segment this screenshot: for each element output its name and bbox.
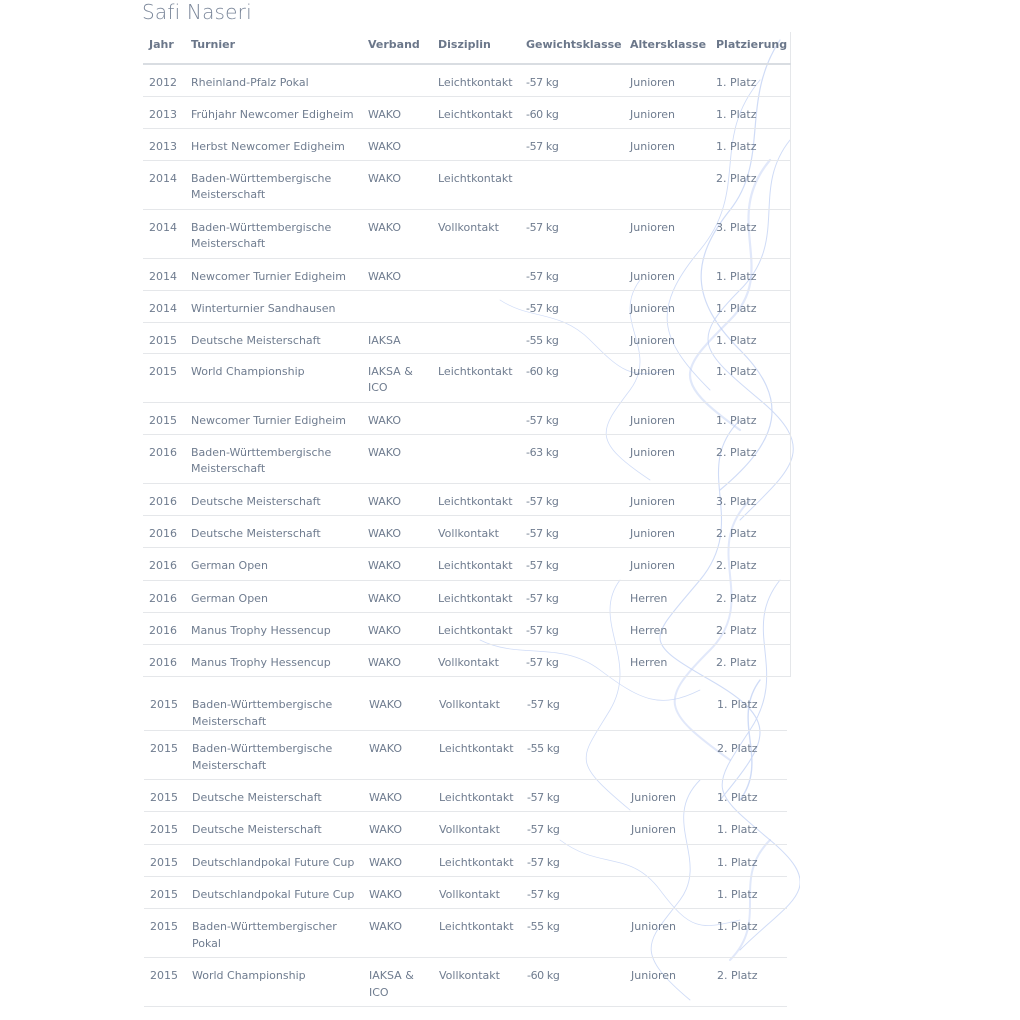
table-row bbox=[143, 322, 790, 353]
cell-turnier: Manus Trophy Hessencup bbox=[185, 612, 362, 644]
cell-turnier: Herbst Newcomer Edigheim bbox=[185, 128, 362, 160]
cell-turnier: Baden-Württembergische Meisterschaft bbox=[185, 160, 362, 209]
cell-jahr: 2016 bbox=[143, 483, 185, 515]
cell-platzierung: 2. Platz bbox=[711, 958, 787, 1007]
cell-platzierung: 2. Platz bbox=[710, 515, 790, 547]
cell-disziplin: Vollkontakt bbox=[433, 958, 521, 1007]
cell-disziplin: Vollkontakt bbox=[433, 877, 521, 909]
cell-turnier: Newcomer Turnier Edigheim bbox=[185, 258, 362, 290]
header-altersklasse: Altersklasse bbox=[624, 32, 710, 64]
cell-turnier: Deutsche Meisterschaft bbox=[185, 322, 362, 353]
cell-jahr: 2015 bbox=[144, 731, 186, 780]
table-row bbox=[143, 580, 790, 612]
cell-turnier: Deutschlandpokal Future Cup bbox=[186, 877, 363, 909]
cell-verband: IAKSA bbox=[362, 322, 432, 353]
table-row bbox=[143, 483, 790, 515]
cell-gewichtsklasse: -57 kg bbox=[520, 128, 624, 160]
cell-jahr: 2016 bbox=[143, 644, 185, 676]
cell-verband: WAKO bbox=[362, 258, 432, 290]
cell-disziplin: Vollkontakt bbox=[433, 812, 521, 845]
cell-altersklasse: Junioren bbox=[625, 780, 711, 812]
cell-jahr: 2014 bbox=[143, 258, 185, 290]
cell-jahr: 2015 bbox=[144, 909, 186, 958]
cell-disziplin: Leichtkontakt bbox=[433, 845, 521, 877]
cell-disziplin bbox=[432, 290, 520, 322]
cell-platzierung: 1. Platz bbox=[710, 402, 790, 434]
table-row bbox=[144, 677, 787, 731]
cell-jahr: 2015 bbox=[144, 845, 186, 877]
cell-turnier: Baden-Württembergische Meisterschaft bbox=[185, 434, 362, 483]
cell-platzierung: 3. Platz bbox=[710, 483, 790, 515]
table-row bbox=[143, 612, 790, 644]
cell-gewichtsklasse: -60 kg bbox=[520, 353, 624, 402]
cell-jahr: 2015 bbox=[143, 353, 185, 402]
cell-verband: WAKO bbox=[362, 434, 432, 483]
cell-verband: WAKO bbox=[363, 845, 433, 877]
cell-disziplin: Leichtkontakt bbox=[432, 580, 520, 612]
cell-gewichtsklasse: -57 kg bbox=[520, 290, 624, 322]
cell-jahr: 2013 bbox=[143, 96, 185, 128]
cell-disziplin: Leichtkontakt bbox=[432, 612, 520, 644]
cell-platzierung: 1. Platz bbox=[711, 780, 787, 812]
cell-gewichtsklasse: -55 kg bbox=[521, 731, 625, 780]
cell-disziplin: Leichtkontakt bbox=[432, 483, 520, 515]
results-table bbox=[143, 32, 791, 677]
cell-gewichtsklasse: -57 kg bbox=[520, 644, 624, 676]
cell-jahr: 2015 bbox=[144, 812, 186, 845]
table-header-row bbox=[143, 32, 790, 64]
cell-verband: IAKSA & ICO bbox=[362, 353, 432, 402]
cell-jahr: 2016 bbox=[143, 434, 185, 483]
cell-verband: WAKO bbox=[363, 877, 433, 909]
cell-disziplin: Leichtkontakt bbox=[432, 547, 520, 580]
cell-platzierung: 1. Platz bbox=[711, 812, 787, 845]
cell-altersklasse: Herren bbox=[624, 580, 710, 612]
header-disziplin: Disziplin bbox=[432, 32, 520, 64]
cell-platzierung: 1. Platz bbox=[710, 64, 790, 96]
header-verband: Verband bbox=[362, 32, 432, 64]
cell-altersklasse: Junioren bbox=[624, 483, 710, 515]
cell-gewichtsklasse: -57 kg bbox=[521, 780, 625, 812]
cell-gewichtsklasse: -57 kg bbox=[520, 547, 624, 580]
table-row bbox=[143, 434, 790, 483]
cell-jahr: 2015 bbox=[144, 877, 186, 909]
cell-turnier: Deutschlandpokal Future Cup bbox=[186, 845, 363, 877]
cell-gewichtsklasse: -57 kg bbox=[520, 209, 624, 258]
cell-altersklasse: Junioren bbox=[624, 64, 710, 96]
cell-platzierung: 2. Platz bbox=[710, 580, 790, 612]
table-row bbox=[144, 909, 787, 958]
page-title: Safi Naseri bbox=[142, 0, 252, 24]
cell-verband: WAKO bbox=[362, 402, 432, 434]
cell-altersklasse: Junioren bbox=[624, 96, 710, 128]
table-row bbox=[143, 290, 790, 322]
cell-disziplin bbox=[432, 402, 520, 434]
cell-altersklasse: Junioren bbox=[624, 322, 710, 353]
cell-jahr: 2015 bbox=[144, 780, 186, 812]
table-row bbox=[143, 258, 790, 290]
cell-turnier: German Open bbox=[185, 580, 362, 612]
results-table-body bbox=[143, 64, 790, 676]
table-row bbox=[143, 644, 790, 676]
header-platzierung: Platzierung bbox=[710, 32, 790, 64]
cell-disziplin bbox=[432, 128, 520, 160]
cell-disziplin: Vollkontakt bbox=[432, 644, 520, 676]
cell-platzierung: 1. Platz bbox=[711, 845, 787, 877]
cell-altersklasse bbox=[625, 731, 711, 780]
cell-disziplin: Vollkontakt bbox=[432, 515, 520, 547]
header-turnier: Turnier bbox=[185, 32, 362, 64]
cell-disziplin: Leichtkontakt bbox=[432, 160, 520, 209]
cell-verband: WAKO bbox=[362, 483, 432, 515]
cell-jahr: 2015 bbox=[143, 402, 185, 434]
table-row bbox=[143, 160, 790, 209]
cell-turnier: World Championship bbox=[186, 958, 363, 1007]
cell-turnier: Baden-Württembergische Meisterschaft bbox=[185, 209, 362, 258]
cell-turnier: German Open bbox=[185, 547, 362, 580]
cell-turnier: Winterturnier Sandhausen bbox=[185, 290, 362, 322]
cell-altersklasse bbox=[625, 877, 711, 909]
cell-disziplin bbox=[432, 434, 520, 483]
cell-platzierung: 2. Platz bbox=[711, 731, 787, 780]
table-row bbox=[144, 845, 787, 877]
cell-jahr: 2015 bbox=[143, 322, 185, 353]
cell-gewichtsklasse: -55 kg bbox=[521, 909, 625, 958]
table-row bbox=[144, 877, 787, 909]
cell-disziplin: Vollkontakt bbox=[433, 677, 521, 731]
cell-altersklasse: Junioren bbox=[624, 209, 710, 258]
cell-platzierung: 1. Platz bbox=[710, 96, 790, 128]
cell-verband bbox=[362, 64, 432, 96]
cell-platzierung: 2. Platz bbox=[710, 547, 790, 580]
cell-platzierung: 2. Platz bbox=[710, 160, 790, 209]
cell-jahr: 2015 bbox=[144, 958, 186, 1007]
cell-verband: WAKO bbox=[362, 644, 432, 676]
cell-platzierung: 2. Platz bbox=[710, 644, 790, 676]
cell-altersklasse: Junioren bbox=[625, 812, 711, 845]
cell-turnier: Baden-Württembergische Meisterschaft bbox=[186, 731, 363, 780]
cell-disziplin: Leichtkontakt bbox=[432, 353, 520, 402]
cell-turnier: Newcomer Turnier Edigheim bbox=[185, 402, 362, 434]
table-row bbox=[143, 96, 790, 128]
table-row bbox=[143, 402, 790, 434]
cell-verband: WAKO bbox=[362, 128, 432, 160]
cell-verband: WAKO bbox=[363, 780, 433, 812]
cell-jahr: 2012 bbox=[143, 64, 185, 96]
cell-verband: WAKO bbox=[362, 96, 432, 128]
cell-gewichtsklasse: -55 kg bbox=[520, 322, 624, 353]
cell-platzierung: 1. Platz bbox=[711, 909, 787, 958]
cell-jahr: 2016 bbox=[143, 547, 185, 580]
cell-disziplin: Leichtkontakt bbox=[432, 64, 520, 96]
cell-altersklasse bbox=[624, 160, 710, 209]
cell-turnier: Manus Trophy Hessencup bbox=[185, 644, 362, 676]
cell-gewichtsklasse: -57 kg bbox=[520, 612, 624, 644]
results-table-2 bbox=[144, 677, 787, 1007]
cell-platzierung: 1. Platz bbox=[711, 677, 787, 731]
cell-turnier: Deutsche Meisterschaft bbox=[185, 483, 362, 515]
results-table-2-body bbox=[144, 677, 787, 1007]
cell-gewichtsklasse: -57 kg bbox=[520, 483, 624, 515]
cell-disziplin: Leichtkontakt bbox=[433, 731, 521, 780]
cell-verband: WAKO bbox=[362, 612, 432, 644]
cell-gewichtsklasse: -57 kg bbox=[520, 580, 624, 612]
cell-verband: WAKO bbox=[362, 209, 432, 258]
cell-disziplin bbox=[432, 322, 520, 353]
cell-platzierung: 1. Platz bbox=[710, 353, 790, 402]
table-row bbox=[143, 353, 790, 402]
cell-jahr: 2016 bbox=[143, 580, 185, 612]
cell-verband: WAKO bbox=[362, 160, 432, 209]
cell-platzierung: 1. Platz bbox=[710, 128, 790, 160]
cell-gewichtsklasse: -60 kg bbox=[520, 96, 624, 128]
cell-verband bbox=[362, 290, 432, 322]
cell-verband: WAKO bbox=[362, 547, 432, 580]
table-row bbox=[143, 64, 790, 96]
cell-disziplin: Leichtkontakt bbox=[433, 909, 521, 958]
cell-turnier: Deutsche Meisterschaft bbox=[186, 780, 363, 812]
cell-jahr: 2013 bbox=[143, 128, 185, 160]
cell-altersklasse: Junioren bbox=[624, 515, 710, 547]
table-row bbox=[143, 209, 790, 258]
cell-jahr: 2014 bbox=[143, 209, 185, 258]
cell-turnier: Rheinland-Pfalz Pokal bbox=[185, 64, 362, 96]
cell-platzierung: 1. Platz bbox=[710, 322, 790, 353]
table-row bbox=[143, 128, 790, 160]
cell-platzierung: 2. Platz bbox=[710, 612, 790, 644]
cell-turnier: World Championship bbox=[185, 353, 362, 402]
cell-gewichtsklasse: -57 kg bbox=[521, 877, 625, 909]
cell-gewichtsklasse bbox=[520, 160, 624, 209]
cell-platzierung: 2. Platz bbox=[710, 434, 790, 483]
cell-gewichtsklasse: -57 kg bbox=[521, 677, 625, 731]
cell-jahr: 2016 bbox=[143, 612, 185, 644]
cell-gewichtsklasse: -57 kg bbox=[521, 812, 625, 845]
cell-verband: WAKO bbox=[363, 812, 433, 845]
cell-altersklasse bbox=[625, 845, 711, 877]
cell-gewichtsklasse: -57 kg bbox=[521, 845, 625, 877]
cell-altersklasse: Junioren bbox=[625, 909, 711, 958]
header-gewichtsklasse: Gewichtsklasse bbox=[520, 32, 624, 64]
table-row bbox=[143, 547, 790, 580]
cell-verband: WAKO bbox=[363, 909, 433, 958]
cell-altersklasse: Junioren bbox=[625, 958, 711, 1007]
cell-jahr: 2014 bbox=[143, 290, 185, 322]
cell-turnier: Frühjahr Newcomer Edigheim bbox=[185, 96, 362, 128]
cell-jahr: 2016 bbox=[143, 515, 185, 547]
cell-jahr: 2014 bbox=[143, 160, 185, 209]
cell-platzierung: 1. Platz bbox=[711, 877, 787, 909]
cell-gewichtsklasse: -57 kg bbox=[520, 515, 624, 547]
table-row bbox=[144, 731, 787, 780]
cell-verband: WAKO bbox=[363, 677, 433, 731]
header-jahr: Jahr bbox=[143, 32, 185, 64]
cell-altersklasse: Junioren bbox=[624, 547, 710, 580]
cell-disziplin: Vollkontakt bbox=[432, 209, 520, 258]
cell-gewichtsklasse: -57 kg bbox=[520, 258, 624, 290]
cell-turnier: Baden-Württembergischer Pokal bbox=[186, 909, 363, 958]
cell-verband: WAKO bbox=[362, 515, 432, 547]
cell-altersklasse bbox=[625, 677, 711, 731]
table-row bbox=[144, 780, 787, 812]
cell-verband: WAKO bbox=[362, 580, 432, 612]
cell-turnier: Deutsche Meisterschaft bbox=[186, 812, 363, 845]
table-row bbox=[144, 812, 787, 845]
table-row bbox=[144, 958, 787, 1007]
cell-platzierung: 3. Platz bbox=[710, 209, 790, 258]
cell-jahr: 2015 bbox=[144, 677, 186, 731]
cell-gewichtsklasse: -60 kg bbox=[521, 958, 625, 1007]
cell-altersklasse: Herren bbox=[624, 612, 710, 644]
cell-altersklasse: Junioren bbox=[624, 290, 710, 322]
cell-altersklasse: Junioren bbox=[624, 128, 710, 160]
cell-disziplin bbox=[432, 258, 520, 290]
cell-gewichtsklasse: -63 kg bbox=[520, 434, 624, 483]
cell-disziplin: Leichtkontakt bbox=[432, 96, 520, 128]
cell-disziplin: Leichtkontakt bbox=[433, 780, 521, 812]
cell-verband: IAKSA & ICO bbox=[363, 958, 433, 1007]
cell-altersklasse: Herren bbox=[624, 644, 710, 676]
cell-gewichtsklasse: -57 kg bbox=[520, 64, 624, 96]
cell-platzierung: 1. Platz bbox=[710, 290, 790, 322]
cell-verband: WAKO bbox=[363, 731, 433, 780]
cell-turnier: Deutsche Meisterschaft bbox=[185, 515, 362, 547]
cell-altersklasse: Junioren bbox=[624, 258, 710, 290]
cell-altersklasse: Junioren bbox=[624, 402, 710, 434]
cell-gewichtsklasse: -57 kg bbox=[520, 402, 624, 434]
cell-altersklasse: Junioren bbox=[624, 353, 710, 402]
cell-altersklasse: Junioren bbox=[624, 434, 710, 483]
cell-turnier: Baden-Württembergische Meisterschaft bbox=[186, 677, 363, 731]
table-row bbox=[143, 515, 790, 547]
cell-platzierung: 1. Platz bbox=[710, 258, 790, 290]
